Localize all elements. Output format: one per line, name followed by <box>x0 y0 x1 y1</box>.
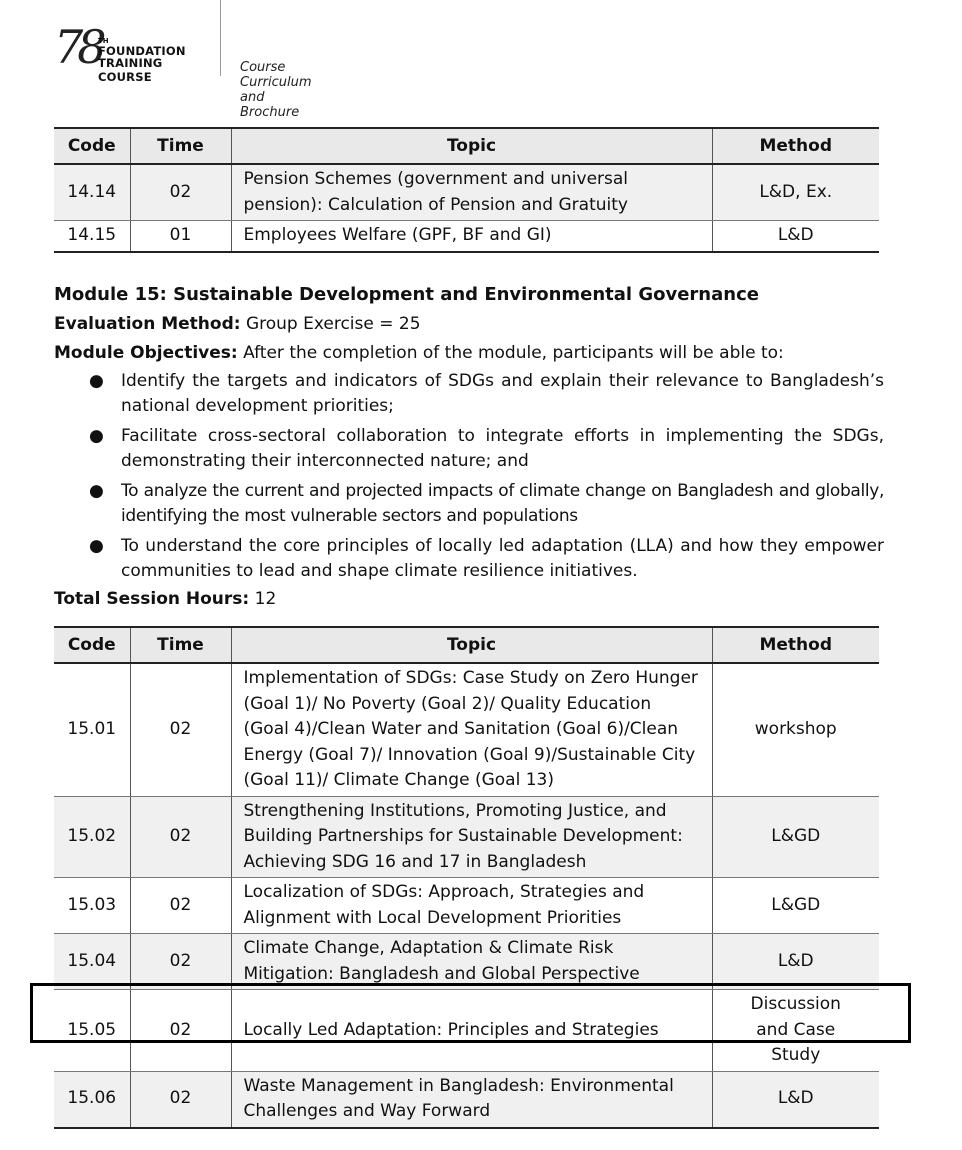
hours-value: 12 <box>249 588 277 609</box>
cell-method: L&D <box>712 221 879 252</box>
cell-code: 15.03 <box>54 878 130 934</box>
header-time: Time <box>130 128 231 164</box>
evaluation-value: Group Exercise = 25 <box>240 313 421 334</box>
cell-time: 02 <box>130 1071 231 1128</box>
objectives-list <box>54 369 884 585</box>
header-time: Time <box>130 627 231 663</box>
cell-time: 01 <box>130 221 231 252</box>
course-logo <box>54 20 214 84</box>
schedule-table-module-14 <box>54 127 879 253</box>
evaluation-label: Evaluation Method: <box>54 313 241 334</box>
cell-topic: Pension Schemes (government and universal pension): Calculation of Pension and Gratuity <box>231 164 712 221</box>
cell-topic: Waste Management in Bangladesh: Environmental Challenges and Way Forward <box>231 1071 712 1128</box>
cell-time: 02 <box>130 934 231 990</box>
list-item <box>54 424 884 475</box>
header-method: Method <box>712 627 879 663</box>
cell-topic: Localization of SDGs: Approach, Strategies and Alignment with Local Development Priorities <box>231 878 712 934</box>
hours-label: Total Session Hours: <box>54 588 250 609</box>
module-section <box>54 280 884 614</box>
table-row <box>54 221 879 252</box>
cell-code: 14.15 <box>54 221 130 252</box>
cell-code: 14.14 <box>54 164 130 221</box>
table-row <box>54 1071 879 1128</box>
header-method: Method <box>712 128 879 164</box>
cell-code: 15.06 <box>54 1071 130 1128</box>
header-divider <box>220 0 221 76</box>
schedule-table-module-15 <box>54 626 879 1129</box>
table-row <box>54 663 879 796</box>
header-caption: Course Curriculum and Brochure <box>240 60 312 120</box>
bullet-icon: ● <box>89 370 104 391</box>
cell-method: L&GD <box>712 796 879 878</box>
cell-topic: Employees Welfare (GPF, BF and GI) <box>231 221 712 252</box>
header-topic: Topic <box>231 128 712 164</box>
cell-time: 02 <box>130 164 231 221</box>
cell-time: 02 <box>130 663 231 796</box>
table-row <box>54 990 879 1072</box>
cell-topic: Locally Led Adaptation: Principles and Strategies <box>231 990 712 1072</box>
table-header-row <box>54 627 879 663</box>
cell-time: 02 <box>130 878 231 934</box>
logo-superscript: TH <box>98 37 109 45</box>
total-session-hours <box>54 585 884 615</box>
cell-code: 15.02 <box>54 796 130 878</box>
table-header-row <box>54 128 879 164</box>
cell-time: 02 <box>130 796 231 878</box>
list-item <box>54 479 884 530</box>
header-code: Code <box>54 128 130 164</box>
bullet-icon: ● <box>89 425 104 446</box>
cell-method: L&GD <box>712 878 879 934</box>
cell-method: workshop <box>712 663 879 796</box>
module-objectives <box>54 339 884 369</box>
objective-text: To understand the core principles of locally led adaptation (LLA) and how they empower communities to lead and shape climate resilience initiatives. <box>121 535 884 581</box>
header-code: Code <box>54 627 130 663</box>
objectives-label: Module Objectives: <box>54 343 238 363</box>
cell-time: 02 <box>130 990 231 1072</box>
logo-number: 78 <box>54 20 101 74</box>
cell-topic: Implementation of SDGs: Case Study on Zero Hunger (Goal 1)/ No Poverty (Goal 2)/ Quality Education (Goal 4)/Clean Water and Sanitation (Goal 6)/Clean Energy (Goal 7)/ Innovation (Goal 9)/Sustainable City (Goal 11)/ Climate Change (Goal 13) <box>231 663 712 796</box>
bullet-icon: ● <box>89 480 104 501</box>
cell-method: Discussion and Case Study <box>712 990 879 1072</box>
objective-text: To analyze the current and projected impacts of climate change on Bangladesh and globally, identifying the most vulnerable sectors and populations <box>121 480 884 526</box>
cell-method: L&D <box>712 1071 879 1128</box>
header-topic: Topic <box>231 627 712 663</box>
cell-topic: Strengthening Institutions, Promoting Justice, and Building Partnerships for Sustainable Development: Achieving SDG 16 and 17 in Bangladesh <box>231 796 712 878</box>
cell-code: 15.04 <box>54 934 130 990</box>
cell-code: 15.01 <box>54 663 130 796</box>
bullet-icon: ● <box>89 535 104 556</box>
cell-method: L&D <box>712 934 879 990</box>
table-row <box>54 878 879 934</box>
table-row <box>54 934 879 990</box>
cell-topic: Climate Change, Adaptation & Climate Risk Mitigation: Bangladesh and Global Perspective <box>231 934 712 990</box>
logo-line-1: FOUNDATION <box>98 44 186 58</box>
list-item <box>54 369 884 420</box>
table-row <box>54 164 879 221</box>
logo-line-2: TRAINING COURSE <box>98 56 163 84</box>
table-row <box>54 796 879 878</box>
objective-text: Facilitate cross-sectoral collaboration to integrate efforts in implementing the SDGs, demonstrating their interconnected nature; and <box>121 425 884 471</box>
list-item <box>54 534 884 585</box>
cell-method: L&D, Ex. <box>712 164 879 221</box>
module-title: Module 15: Sustainable Development and Environmental Governance <box>54 284 759 305</box>
objectives-intro: After the completion of the module, participants will be able to: <box>237 343 784 363</box>
evaluation-method <box>54 310 884 340</box>
objective-text: Identify the targets and indicators of SDGs and explain their relevance to Bangladesh’s national development priorities; <box>121 370 884 416</box>
cell-code: 15.05 <box>54 990 130 1072</box>
